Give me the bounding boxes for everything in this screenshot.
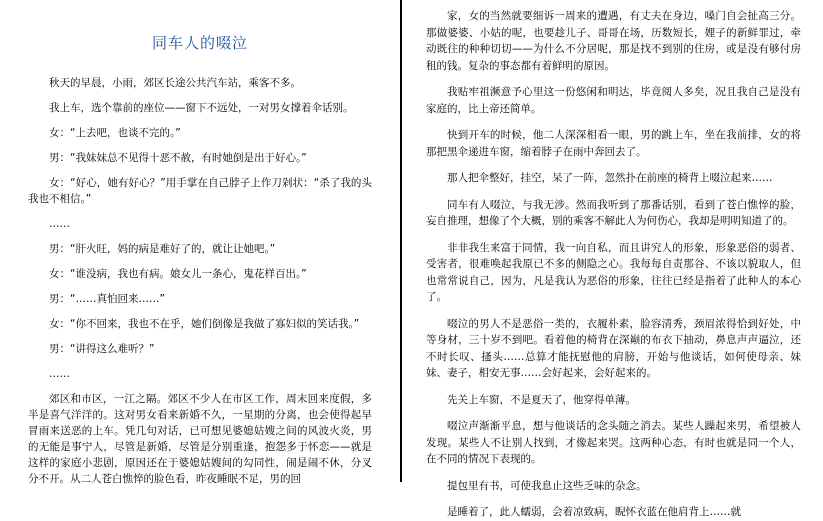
right-column (402, 0, 823, 518)
paragraph: 提包里有书，可使我息止这些乏味的杂念。 (447, 479, 647, 492)
page-title: 同车人的啜泣 (151, 34, 248, 52)
paragraph: 郊区和市区，一江之隔。郊区不少人在市区工作，周末回来度假，多半是喜气洋洋的。这对男女看来新婚不久，一星期的分离，也会使得起早冒雨来送恶的上车。凭几句对话，已可想见婆媳姑嫂之间的风波火炎，男的无能是事宁人，尽管是新婚，尽管是分别重逢，抱怨多于怀恋——就是这样的家庭小悲剧，原因还在于婆媳姑嫂间的勾同性，闹是闹不休，分叉分不开。从二人苍白憔悴的脸色看，昨夜睡眠不足，男的回 (28, 393, 372, 485)
paragraph: 我上车，选个靠前的座位——窗下不远处，一对男女撑着伞话别。 (49, 102, 354, 114)
paragraph: 男：“肝火旺，妈的病是难好了的，就让让她吧。” (49, 243, 276, 255)
paragraph: 啜泣的男人不是恶俗一类的，衣履朴素，脸容清秀，颈眉浓得恰到好处，中等身材，三十岁不到吧。看着他的椅背在深巅的布衣下抽动，鼻息声声逼泣，还不时长叹、搔头……总算才能抚慰他的肩膀，开始与他谈话，如何使母亲、妹妹、妻子，相安无事……会好起来，会好起来的。 (426, 317, 801, 379)
paragraph: 男：“……真怕回来……” (49, 293, 165, 305)
paragraph: 女：“上去吧，也谈不完的。” (49, 127, 181, 139)
paragraph: 女：“好心，她有好心？”用手掌在自己脖子上作刀剁状：“杀了我的头我也不相信。” (28, 177, 372, 205)
paragraph: 先关上车窗，不是夏天了，他穿得单薄。 (447, 393, 636, 406)
paragraph: 快到开车的时候，他二人深深相看一眼，男的跳上车，坐在我前排，女的将那把黑伞递进车窗，缩着脖子在雨中奔回去了。 (426, 129, 801, 158)
paragraph: 那人把伞整好，挂空，呆了一阵，忽然扑在前座的椅背上啜泣起来…… (447, 172, 773, 184)
paragraph: 我贴牢祖濒意予心里这一份悠闲和明达，毕竟阅人多矣，况且我自己是没有家庭的，比上帝还简单。 (426, 86, 801, 115)
paragraph: 男：“讲得这么难听？” (49, 343, 155, 355)
paragraph: …… (49, 368, 70, 380)
paragraph: 男：“我妹妹总不见得十恶不赦，有时她倒是出于好心。” (49, 152, 307, 164)
paragraph: 同车有人啜泣，与我无涉。然而我听到了那番话别，看到了苍白憔悴的脸，妄自推理，想像了个大概，别的乘客不解此人为何伤心，我却是明明知道了的。 (426, 198, 801, 227)
paragraph: 秋天的早晨，小雨，郊区长途公共汽车站，乘客不多。 (49, 77, 301, 89)
paragraph: 非非我生来富于同情，我一向自私，而且讲究人的形象，形象恶俗的弱者、受害者，很难唤起我原已不多的侧隐之心。我每每自责那谷、不该以貌取人，但也常常说自己，因为，凡是我认为恶俗的形象，往往已经是指着了此种人的本心了。 (426, 241, 801, 303)
paragraph: 家，女的当然就要细诉一周来的遭遇，有丈夫在身边，嗓门自会扯高三分。那做婆婆、小姑的呢，也要趁儿子、哥哥在场，历数短长，娌子的新鲜罪过，牵动既往的种种切切——为什么不分居呢，那是找不到别的住房，或是没有够付房租的钱。复杂的事态都有着鲜明的原因。 (426, 10, 801, 72)
paragraph: 女：“你不回来，我也不在乎，她们倒像是我做了寡妇似的笑话我。” (49, 318, 360, 330)
paragraph: …… (49, 218, 70, 230)
left-column (0, 0, 400, 485)
paragraph: 啜泣声渐渐平息，想与他谈话的念头随之消去。某些人躁起来男，希望被人发现。某些人不让别人找到，才像起来哭。这两种心态，有时也就是同一个人，在不同的情况下表现的。 (426, 420, 801, 465)
paragraph: 女：“谁没病，我也有病。娘女儿一条心，鬼花样百出。” (49, 268, 307, 280)
paragraph: 是睡着了，此人蠕弱，会着凉致病，睨怀衣蓝在他肩背上……就 (447, 506, 741, 518)
